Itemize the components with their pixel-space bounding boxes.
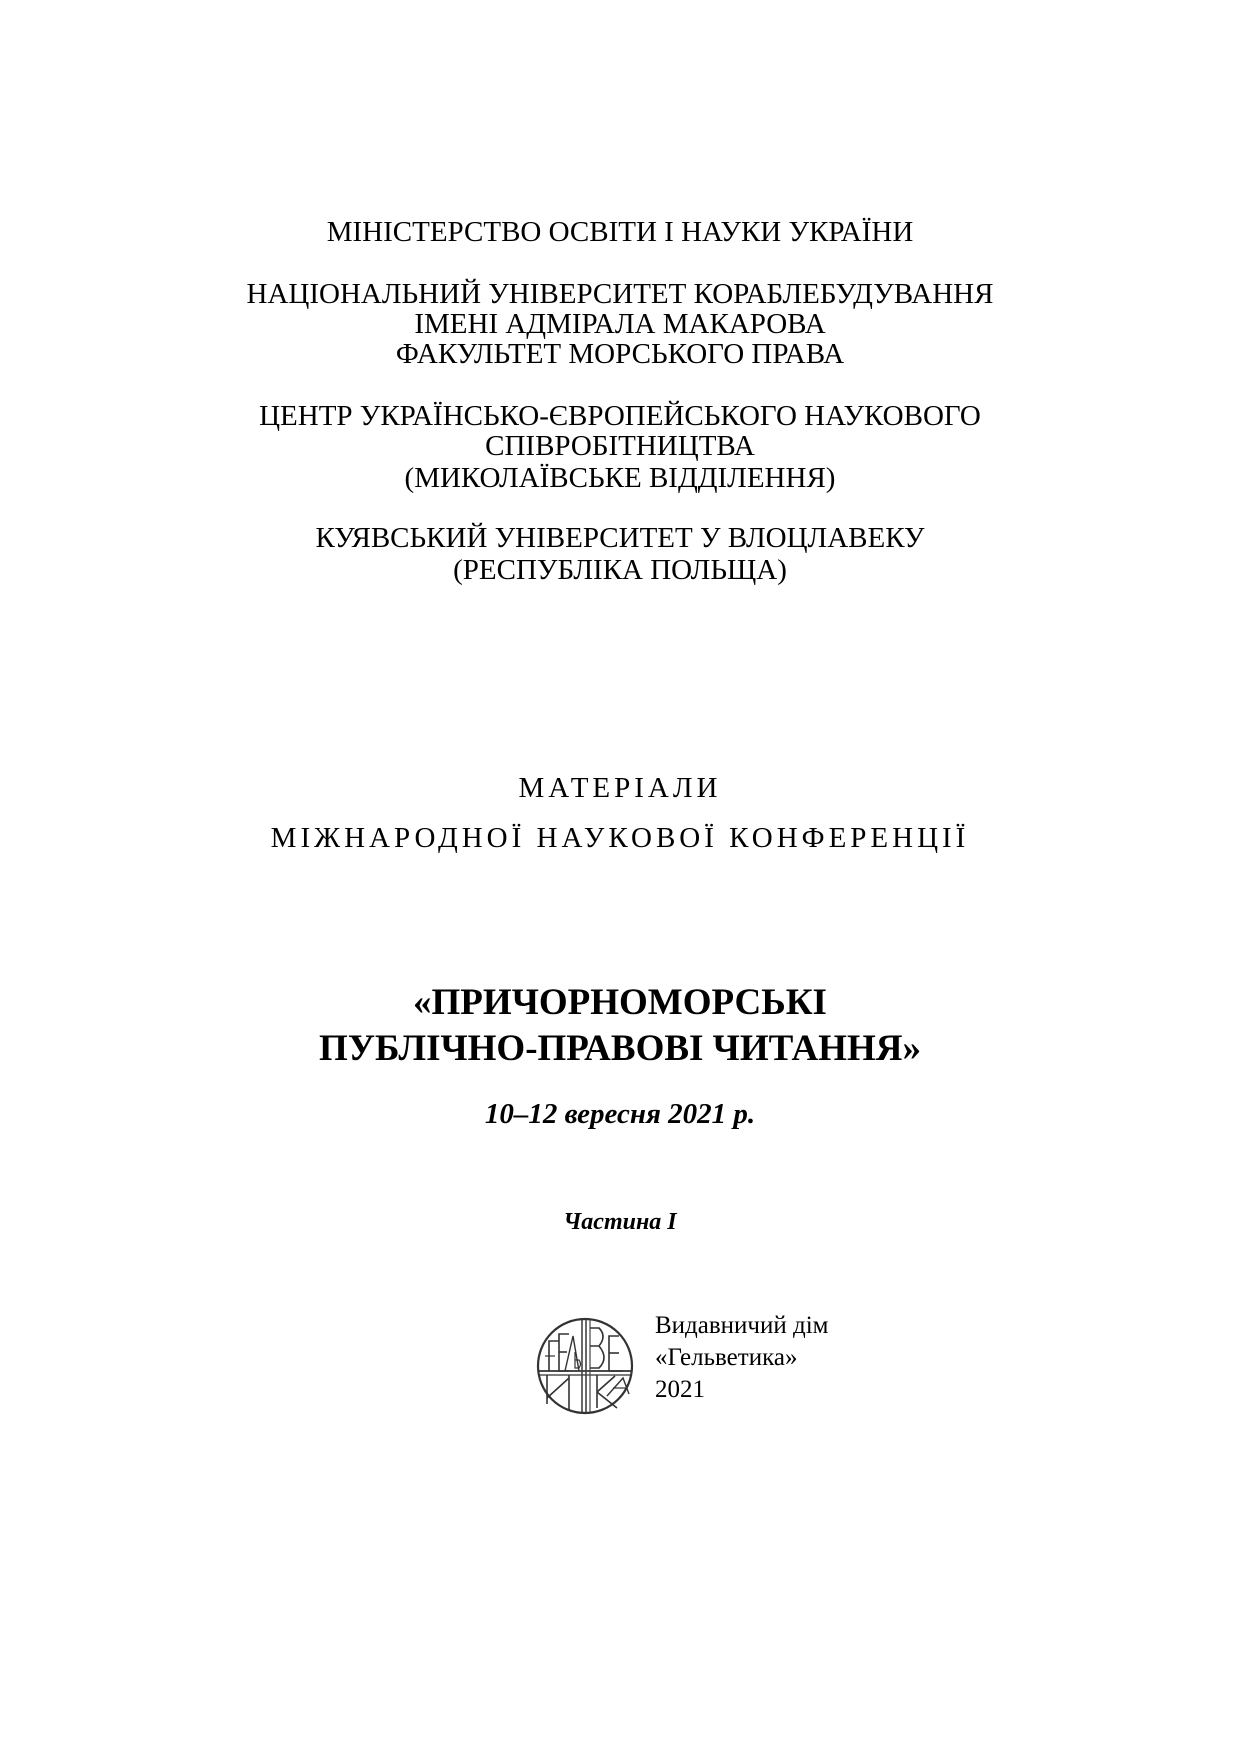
publication-year: 2021 <box>655 1376 705 1403</box>
partner-university: КУЯВСЬКИЙ УНІВЕРСИТЕТ У ВЛОЦЛАВЕКУ <box>315 522 925 554</box>
conference-date: 10–12 вересня 2021 р. <box>484 1098 756 1130</box>
university-name-line-2: ІМЕНІ АДМІРАЛА МАКАРОВА <box>414 308 826 340</box>
university-name-line-1: НАЦІОНАЛЬНИЙ УНІВЕРСИТЕТ КОРАБЛЕБУДУВАННЯ <box>246 278 994 310</box>
center-name-line-1: ЦЕНТР УКРАЇНСЬКО-ЄВРОПЕЙСЬКОГО НАУКОВОГО <box>259 400 981 432</box>
faculty-name: ФАКУЛЬТЕТ МОРСЬКОГО ПРАВА <box>395 338 845 370</box>
helvetica-publisher-logo-icon <box>535 1316 635 1416</box>
center-name-line-2: СПІВРОБІТНИЦТВА <box>485 430 755 462</box>
publisher-name: «Гельветика» <box>655 1344 798 1371</box>
publisher-house-label: Видавничий дім <box>655 1312 829 1339</box>
conference-title-line-1: «ПРИЧОРНОМОРСЬКІ <box>413 982 827 1023</box>
ministry-name: МІНІСТЕРСТВО ОСВІТИ І НАУКИ УКРАЇНИ <box>326 216 914 248</box>
publisher-block <box>535 1310 875 1420</box>
partner-country: (РЕСПУБЛІКА ПОЛЬЩА) <box>453 554 787 586</box>
materials-label: МАТЕРІАЛИ <box>518 772 722 804</box>
conference-title-line-2: ПУБЛІЧНО-ПРАВОВІ ЧИТАННЯ» <box>319 1028 921 1069</box>
conference-type-label: МІЖНАРОДНОЇ НАУКОВОЇ КОНФЕРЕНЦІЇ <box>270 822 970 854</box>
volume-part: Частина I <box>563 1209 677 1235</box>
publisher-text <box>655 1310 829 1406</box>
center-branch: (МИКОЛАЇВСЬКЕ ВІДДІЛЕННЯ) <box>404 462 836 494</box>
